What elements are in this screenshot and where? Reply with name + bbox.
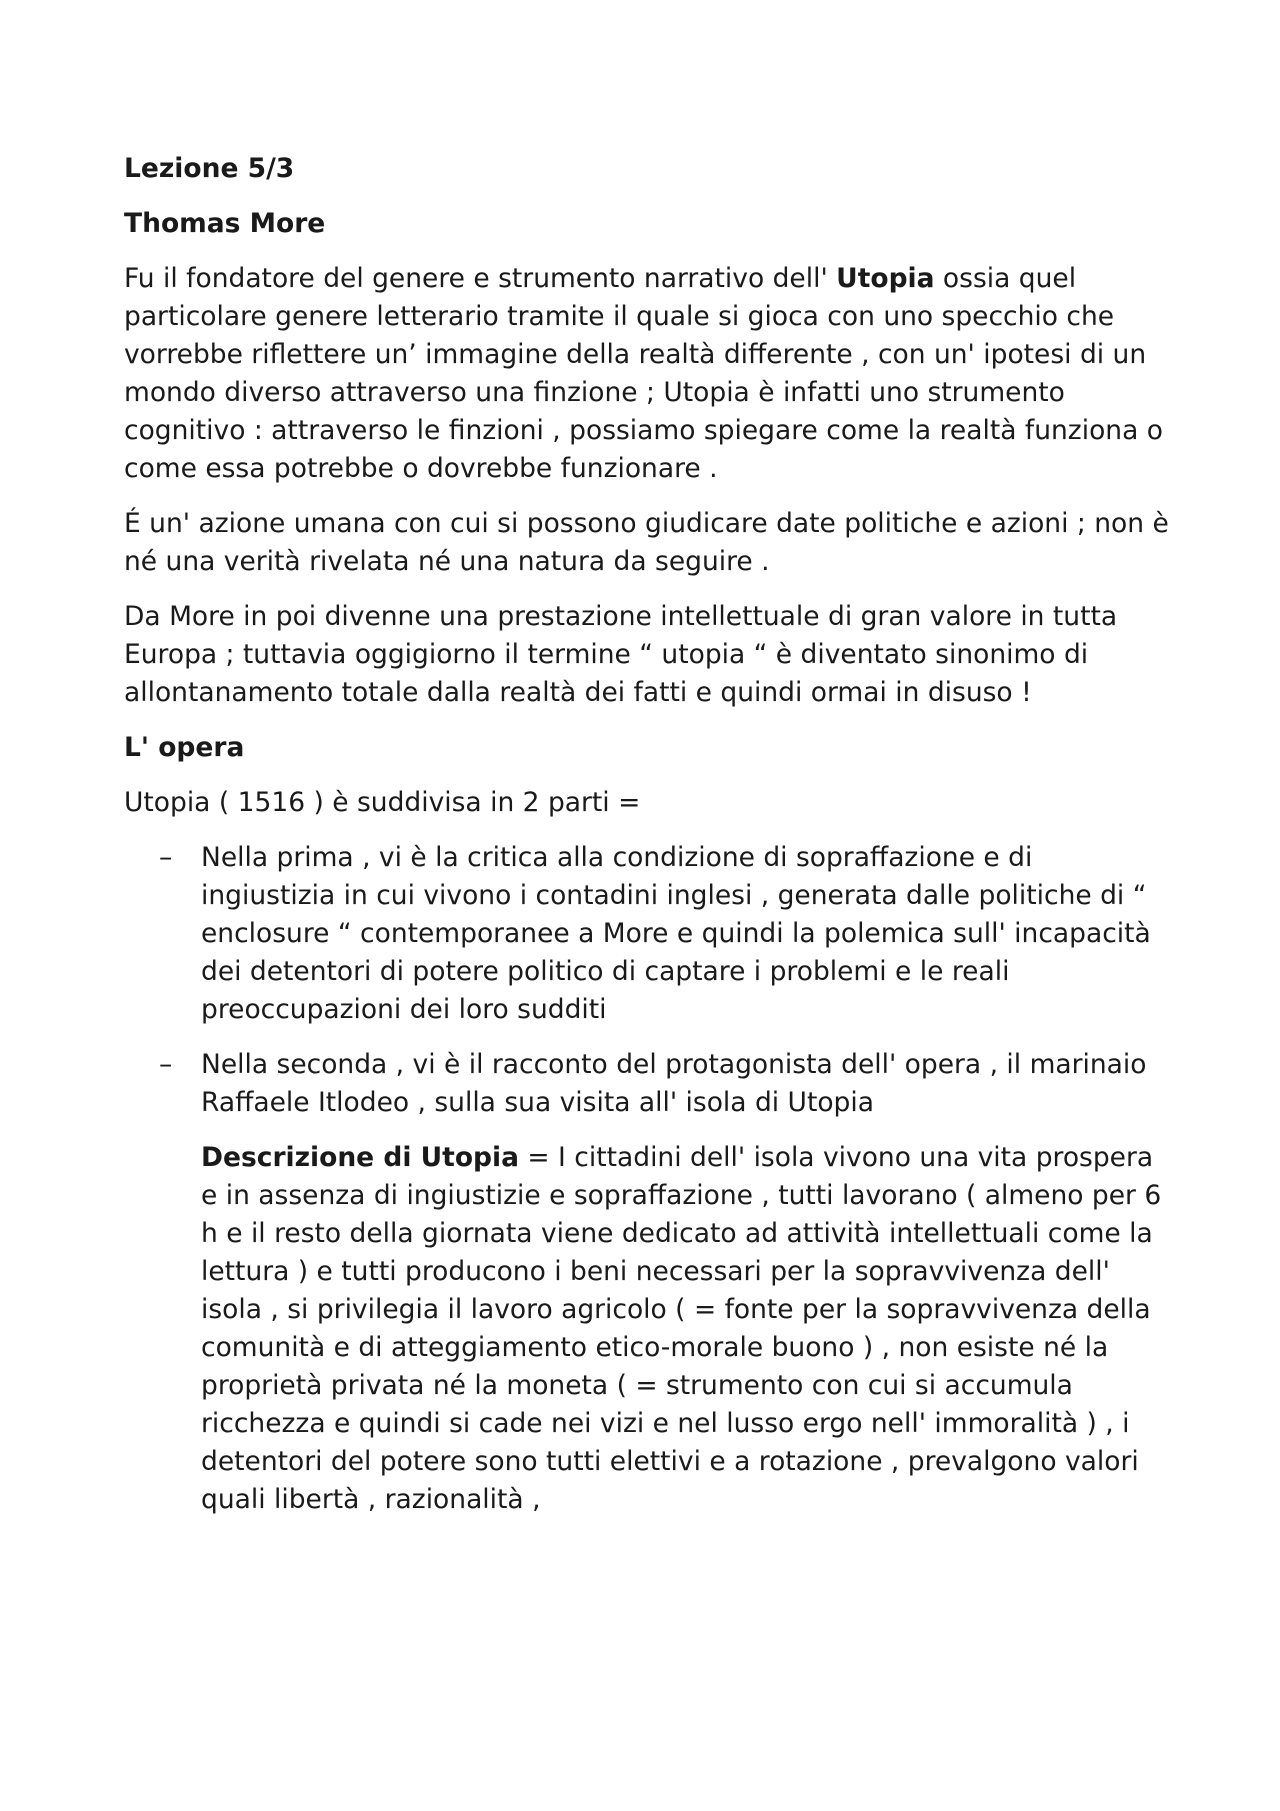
intro-text-end: ossia quel particolare genere letterario tramite il quale si gioca con uno specchio che vorrebbe riflettere un’ immagine della realtà differente , con un' ipotesi di un mondo diverso attraverso una finzione ; Utopia è infatti uno strumento cognitivo : attraverso le finzioni , possiamo spiegare come la realtà funziona o come essa potrebbe o dovrebbe funzionare .	[124, 263, 1163, 484]
description-text: = I cittadini dell' isola vivono una vita prospera e in assenza di ingiustizie e sopraffazione , tutti lavorano ( almeno per 6 h e il resto della giornata viene dedicato ad attività intellettuali come la lettura ) e tutti producono i beni necessari per la sopravvivenza dell' isola , si privilegia il lavoro agricolo ( = fonte per la sopravvivenza della comunità e di atteggiamento etico-morale buono ) , non esiste né la proprietà privata né la moneta ( = strumento con cui si accumula ricchezza e quindi si cade nei vizi e nel lusso ergo nell' immoralità ) , i detentori del potere sono tutti elettivi e a rotazione , prevalgono valori quali libertà , razionalità ,	[201, 1142, 1162, 1515]
dash-bullet: –	[159, 1049, 173, 1080]
document-page	[124, 150, 1174, 1536]
history-paragraph: Da More in poi divenne una prestazione intellettuale di gran valore in tutta Europa ; tuttavia oggigiorno il termine “ utopia “ è diventato sinonimo di allontanamento totale dalla realtà dei fatti e quindi ormai in disuso !	[124, 601, 1118, 708]
description-label: Descrizione di Utopia	[201, 1142, 519, 1173]
section-heading-opera: L' opera	[124, 732, 245, 763]
author-heading: Thomas More	[124, 208, 326, 239]
lesson-title: Lezione 5/3	[124, 153, 295, 184]
description-paragraph	[124, 1139, 1174, 1519]
opera-intro: Utopia ( 1516 ) è suddivisa in 2 parti =	[124, 787, 641, 818]
list-item	[124, 839, 1174, 1029]
intro-text-start: Fu il fondatore del genere e strumento narrativo dell'	[124, 263, 837, 294]
list-item-text: Nella seconda , vi è il racconto del protagonista dell' opera , il marinaio Raffaele Itlodeo , sulla sua visita all' isola di Utopia	[201, 1049, 1147, 1118]
intro-paragraph	[124, 260, 1174, 488]
list-item	[124, 1046, 1174, 1122]
action-paragraph: É un' azione umana con cui si possono giudicare date politiche e azioni ; non è né una verità rivelata né una natura da seguire .	[124, 508, 1169, 577]
parts-list	[124, 839, 1174, 1122]
list-item-text: Nella prima , vi è la critica alla condizione di sopraffazione e di ingiustizia in cui vivono i contadini inglesi , generata dalle politiche di “ enclosure “ contemporanee a More e quindi la polemica sull' incapacità dei detentori di potere politico di captare i problemi e le reali preoccupazioni dei loro sudditi	[201, 842, 1151, 1025]
utopia-term: Utopia	[836, 263, 935, 294]
dash-bullet: –	[159, 842, 173, 873]
